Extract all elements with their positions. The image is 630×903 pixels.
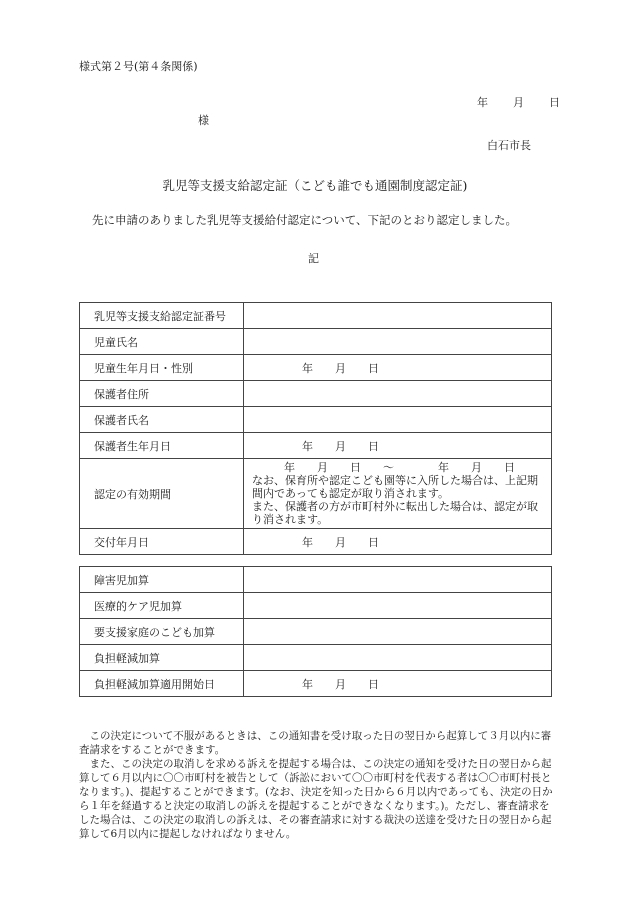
row-value — [244, 645, 552, 671]
appeal-note-1: この決定について不服があるときは、この通知書を受け取った日の翌日から起算して３月以内に審査請求をすることができます。 — [79, 730, 552, 756]
issue-date-label: 交付年月日 — [80, 529, 244, 555]
document-date: 年 月 日 — [477, 96, 561, 109]
row-value: 年 月 日 — [244, 433, 552, 459]
row-label: 乳児等支援支給認定証番号 — [80, 303, 244, 329]
table-row — [80, 355, 552, 381]
row-value — [244, 407, 552, 433]
table-row — [80, 433, 552, 459]
appeal-note-2: また、この決定の取消しを求める訴えを提起する場合は、この決定の通知を受けた日の翌日から起算して６月以内に〇〇市町村を被告として（訴訟において〇〇市町村を代表する者は〇〇市町村長となります。)、提起することができます。(なお、決定を知った日から６月以内であっても、決定の日から１年を経過すると決定の取消しの訴えを提起することができなくなります。)。ただし、審査請求をした場合は、この決定の取消しの訴えは、その審査請求に対する裁決の送達を受けた日の翌日から起算して6月以内に提起しなければなりません。 — [79, 758, 553, 840]
issue-date-value: 年 月 日 — [244, 529, 552, 555]
row-label: 負担軽減加算 — [80, 645, 244, 671]
validity-note-1: なお、保育所や認定こども園等に入所した場合は、上記期間内であっても認定が取り消されます。 — [252, 474, 538, 500]
row-label: 負担軽減加算適用開始日 — [80, 671, 244, 697]
addressee-suffix: 様 — [198, 114, 209, 127]
table-row — [80, 303, 552, 329]
row-value — [244, 303, 552, 329]
validity-label: 認定の有効期間 — [80, 459, 244, 529]
certification-table — [79, 302, 552, 555]
table-row — [80, 671, 552, 697]
additions-table — [79, 566, 552, 697]
row-label: 保護者氏名 — [80, 407, 244, 433]
validity-range: 年 月 日 ～ 年 月 日 — [284, 461, 515, 474]
form-number: 様式第２号(第４条関係) — [79, 60, 198, 73]
row-value — [244, 567, 552, 593]
table-row — [80, 619, 552, 645]
row-label: 保護者生年月日 — [80, 433, 244, 459]
row-value — [244, 619, 552, 645]
row-label: 要支援家庭のこども加算 — [80, 619, 244, 645]
row-value: 年 月 日 — [244, 671, 552, 697]
validity-note-2: また、保護者の方が市町村外に転出した場合は、認定が取り消されます。 — [252, 500, 538, 526]
validity-row — [80, 459, 552, 529]
row-label: 医療的ケア児加算 — [80, 593, 244, 619]
row-value — [244, 329, 552, 355]
ki-marker: 記 — [308, 252, 319, 265]
row-label: 保護者住所 — [80, 381, 244, 407]
table-row — [80, 329, 552, 355]
document-title: 乳児等支援支給認定証（こども誰でも通園制度認定証) — [162, 178, 468, 193]
table-row — [80, 567, 552, 593]
table-row — [80, 407, 552, 433]
row-value: 年 月 日 — [244, 355, 552, 381]
table-row — [80, 593, 552, 619]
table-row — [80, 645, 552, 671]
row-label: 障害児加算 — [80, 567, 244, 593]
table-row — [80, 381, 552, 407]
row-label: 児童生年月日・性別 — [80, 355, 244, 381]
lead-text: 先に申請のありました乳児等支援給付認定について、下記のとおり認定しました。 — [92, 213, 518, 227]
validity-cell — [244, 459, 552, 529]
issuer-name: 白石市長 — [487, 139, 531, 152]
issue-date-row — [80, 529, 552, 555]
row-value — [244, 593, 552, 619]
appeal-notes — [79, 729, 553, 841]
row-label: 児童氏名 — [80, 329, 244, 355]
row-value — [244, 381, 552, 407]
